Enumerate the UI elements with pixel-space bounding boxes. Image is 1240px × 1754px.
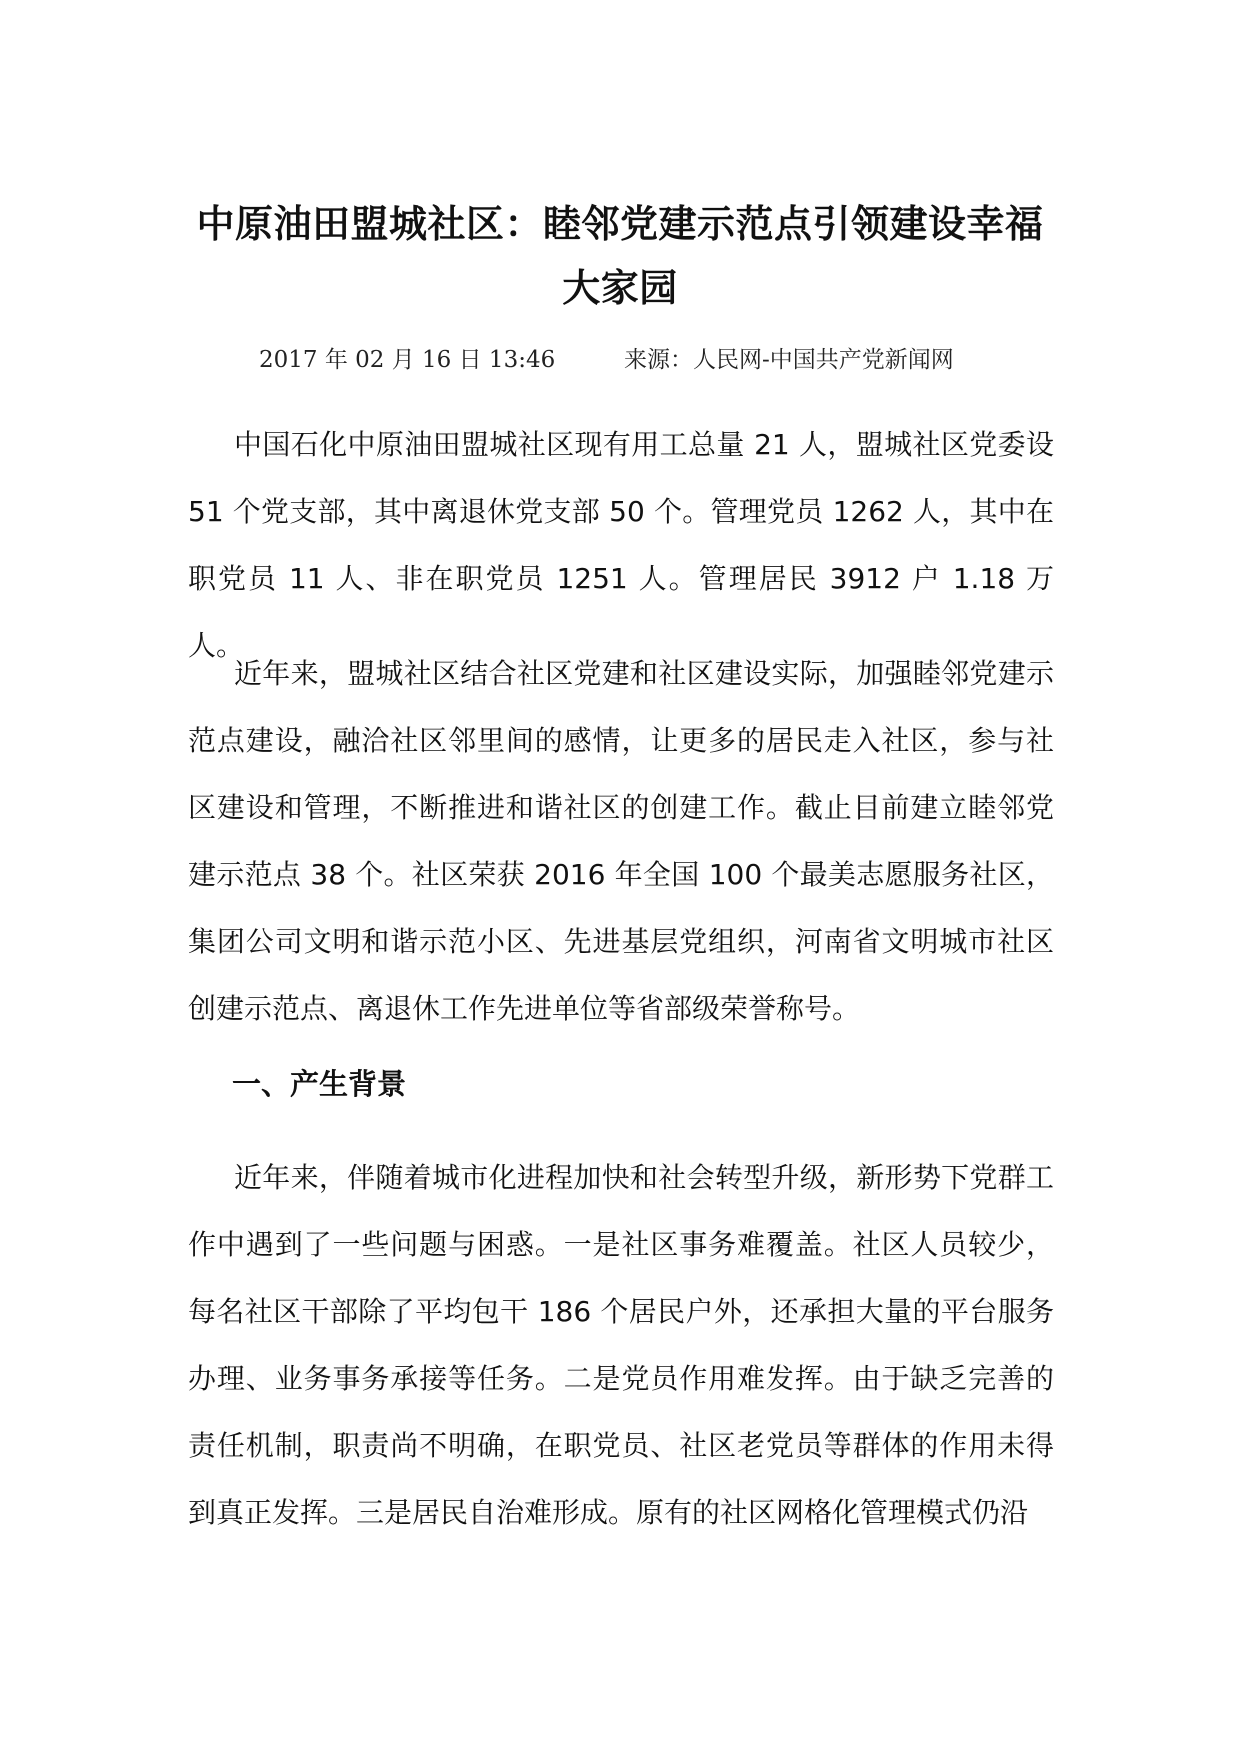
publish-date: 2017 年 02 月 16 日 13:46 [259,347,556,373]
body-paragraph: 近年来，伴随着城市化进程加快和社会转型升级，新形势下党群工作中遇到了一些问题与困惑。一是社区事务难覆盖。社区人员较少，每名社区干部除了平均包干 186 个居民户外，还承担大量的平台服务办理、业务事务承接等任务。二是党员作用难发挥。由于缺乏完善的责任机制，职责尚不明确，在职党员、社区老党员等群体的作用未得到真正发挥。三是居民自治难形成。原有的社区网格化管理模式仍沿 [188,1161,1054,1529]
body-paragraph: 中国石化中原油田盟城社区现有用工总量 21 人，盟城社区党委设 51 个党支部，其中离退休党支部 50 个。管理党员 1262 人，其中在职党员 11 人、非在职党员 1251 人。管理居民 3912 户 1.18 万人。 [188,428,1054,662]
body-paragraph: 近年来，盟城社区结合社区党建和社区建设实际，加强睦邻党建示范点建设，融洽社区邻里间的感情，让更多的居民走入社区，参与社区建设和管理，不断推进和谐社区的创建工作。截止目前建立睦邻党建示范点 38 个。社区荣获 2016 年全国 100 个最美志愿服务社区，集团公司文明和谐示范小区、先进基层党组织，河南省文明城市社区创建示范点、离退休工作先进单位等省部级荣誉称号。 [188,657,1054,1025]
article-source: 来源：人民网-中国共产党新闻网 [624,347,954,373]
article-title: 中原油田盟城社区：睦邻党建示范点引领建设幸福大家园 [196,202,1044,310]
section-heading: 一、产生背景 [232,1067,407,1101]
